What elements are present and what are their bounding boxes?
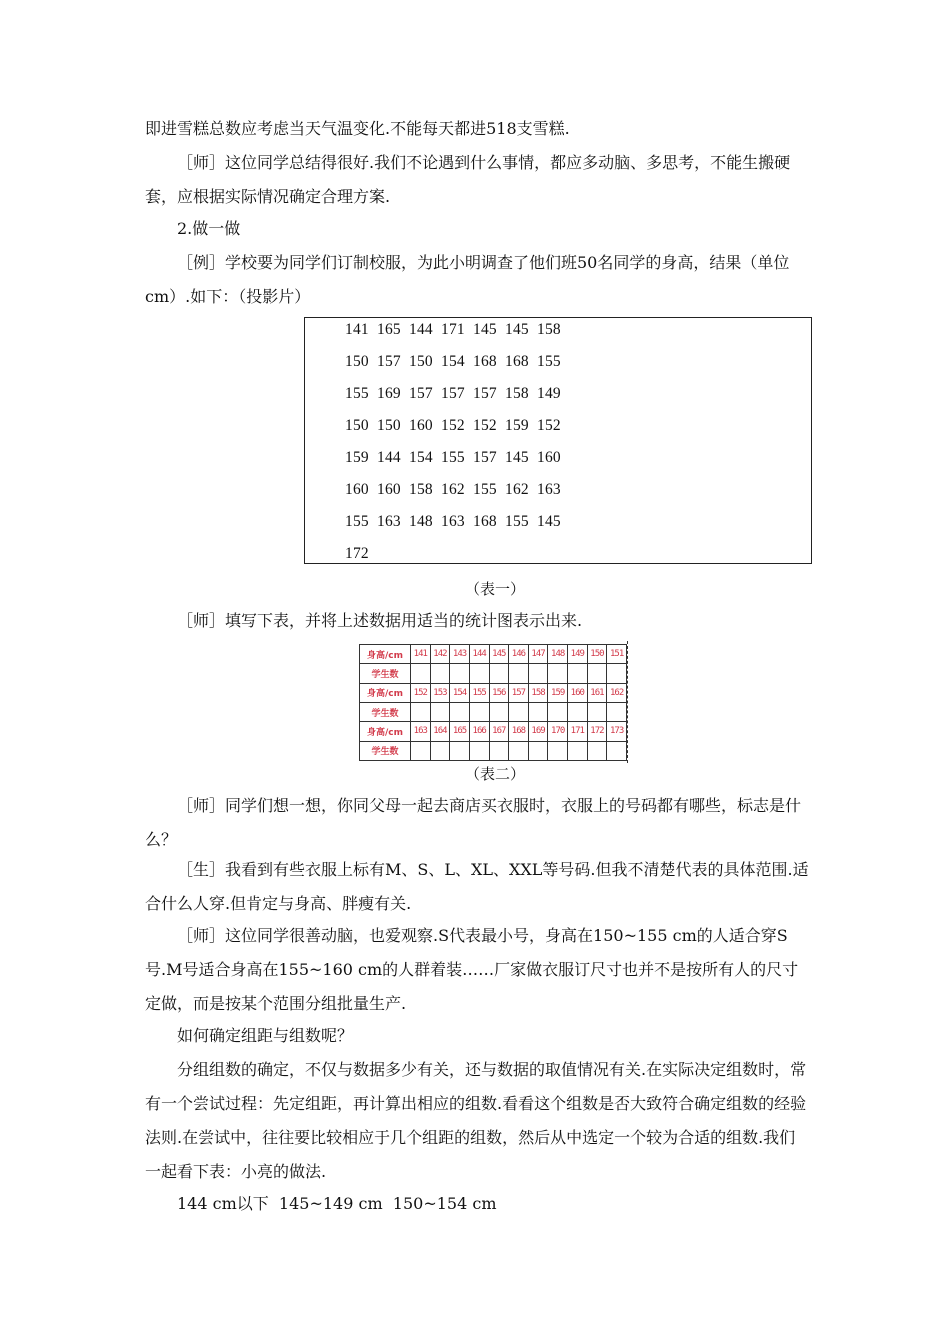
count-cell: [607, 702, 627, 721]
height-cell: 168: [509, 722, 529, 741]
height-cell: 147: [528, 645, 548, 664]
height-label: 身高/cm: [360, 645, 411, 664]
height-cell: 149: [568, 645, 588, 664]
count-cell: [587, 664, 607, 683]
count-cell: [548, 664, 568, 683]
count-cell: [509, 664, 529, 683]
paragraph-11: 144 cm以下 145~149 cm 150~154 cm: [177, 1194, 497, 1213]
count-cell: [430, 702, 450, 721]
count-cell: [568, 741, 588, 760]
table2-count-row: [360, 741, 627, 760]
paragraph-6: ［师］同学们想一想，你同父母一起去商店买衣服时，衣服上的号码都有哪些，标志是什么？: [145, 796, 802, 849]
table2-height-row: [360, 683, 627, 702]
count-cell: [509, 702, 529, 721]
height-cell: 150: [587, 645, 607, 664]
count-label: 学生数: [360, 702, 411, 721]
count-cell: [568, 702, 588, 721]
count-cell: [548, 741, 568, 760]
height-cell: 160: [568, 683, 588, 702]
paragraph-1: 即进雪糕总数应考虑当天气温变化.不能每天都进518支雪糕.: [145, 119, 570, 138]
paragraph-5: ［师］填写下表，并将上述数据用适当的统计图表示出来.: [177, 611, 583, 630]
table2-height-row: [360, 645, 627, 664]
paragraph-7: ［生］我看到有些衣服上标有M、S、L、XL、XXL等号码.但我不清楚代表的具体范围.适合什么人穿.但肯定与身高、胖瘦有关.: [145, 860, 809, 913]
height-cell: 158: [528, 683, 548, 702]
count-cell: [587, 741, 607, 760]
table1-row: 155 163 148 163 168 155 145: [345, 513, 561, 530]
height-cell: 155: [469, 683, 489, 702]
paragraph-8: ［师］这位同学很善动脑，也爱观察.S代表最小号，身高在150~155 cm的人适合穿S号.M号适合身高在155~160 cm的人群着装……厂家做衣服订尺寸也并不是按所有人的尺寸定做，而是按某个范围分组批量生产.: [145, 926, 799, 1013]
paragraph-9: 如何确定组距与组数呢？: [177, 1026, 354, 1045]
height-cell: 148: [548, 645, 568, 664]
count-cell: [469, 741, 489, 760]
paragraph-3: 2.做一做: [177, 219, 241, 238]
count-cell: [548, 702, 568, 721]
paragraph-2: ［师］这位同学总结得很好.我们不论遇到什么事情，都应多动脑、多思考，不能生搬硬套，应根据实际情况确定合理方案.: [145, 153, 791, 206]
count-cell: [607, 741, 627, 760]
count-cell: [528, 741, 548, 760]
height-cell: 153: [430, 683, 450, 702]
height-cell: 145: [489, 645, 509, 664]
height-cell: 151: [607, 645, 627, 664]
height-cell: 166: [469, 722, 489, 741]
height-cell: 161: [587, 683, 607, 702]
count-cell: [489, 702, 509, 721]
height-cell: 162: [607, 683, 627, 702]
count-cell: [489, 741, 509, 760]
count-cell: [469, 664, 489, 683]
count-cell: [450, 702, 470, 721]
count-cell: [469, 702, 489, 721]
count-label: 学生数: [360, 664, 411, 683]
table2-count-row: [360, 702, 627, 721]
table1-caption: （表一）: [465, 580, 526, 598]
height-cell: 172: [587, 722, 607, 741]
table2-height-row: [360, 722, 627, 741]
table1-row: 150 150 160 152 152 159 152: [345, 417, 561, 434]
height-cell: 167: [489, 722, 509, 741]
height-cell: 165: [450, 722, 470, 741]
table1-row: 155 169 157 157 157 158 149: [345, 385, 561, 402]
count-cell: [528, 702, 548, 721]
count-cell: [509, 741, 529, 760]
height-cell: 170: [548, 722, 568, 741]
paragraph-4: ［例］学校要为同学们订制校服，为此小明调查了他们班50名同学的身高，结果（单位cm）.如下：（投影片）: [145, 253, 790, 306]
height-cell: 156: [489, 683, 509, 702]
count-cell: [411, 664, 431, 683]
paragraph-10: 分组组数的确定，不仅与数据多少有关，还与数据的取值情况有关.在实际决定组数时，常有一个尝试过程：先定组距，再计算出相应的组数.看看这个组数是否大致符合确定组数的经验法则.在尝试中，往往要比较相应于几个组距的组数，然后从中选定一个较为合适的组数.我们一起看下表：小亮的做法.: [145, 1060, 807, 1181]
table2-caption: （表二）: [465, 765, 526, 783]
table2: [359, 644, 627, 761]
height-cell: 169: [528, 722, 548, 741]
count-cell: [528, 664, 548, 683]
height-cell: 152: [411, 683, 431, 702]
table1-row: 160 160 158 162 155 162 163: [345, 481, 561, 498]
height-cell: 146: [509, 645, 529, 664]
count-cell: [430, 741, 450, 760]
height-cell: 154: [450, 683, 470, 702]
height-label: 身高/cm: [360, 683, 411, 702]
height-cell: 163: [411, 722, 431, 741]
height-cell: 159: [548, 683, 568, 702]
height-cell: 164: [430, 722, 450, 741]
count-label: 学生数: [360, 741, 411, 760]
height-cell: 142: [430, 645, 450, 664]
table2-edge-divider: [627, 641, 628, 763]
table1-box: [304, 317, 812, 564]
height-label: 身高/cm: [360, 722, 411, 741]
count-cell: [411, 741, 431, 760]
table1-row: 141 165 144 171 145 145 158: [345, 321, 561, 338]
count-cell: [450, 741, 470, 760]
count-cell: [450, 664, 470, 683]
count-cell: [411, 702, 431, 721]
height-cell: 171: [568, 722, 588, 741]
height-cell: 141: [411, 645, 431, 664]
count-cell: [568, 664, 588, 683]
height-cell: 144: [469, 645, 489, 664]
table1-row: 159 144 154 155 157 145 160: [345, 449, 561, 466]
height-cell: 173: [607, 722, 627, 741]
table1-row: 172: [345, 545, 369, 562]
height-cell: 143: [450, 645, 470, 664]
table2-count-row: [360, 664, 627, 683]
count-cell: [607, 664, 627, 683]
count-cell: [587, 702, 607, 721]
height-cell: 157: [509, 683, 529, 702]
table1-row: 150 157 150 154 168 168 155: [345, 353, 561, 370]
count-cell: [430, 664, 450, 683]
count-cell: [489, 664, 509, 683]
